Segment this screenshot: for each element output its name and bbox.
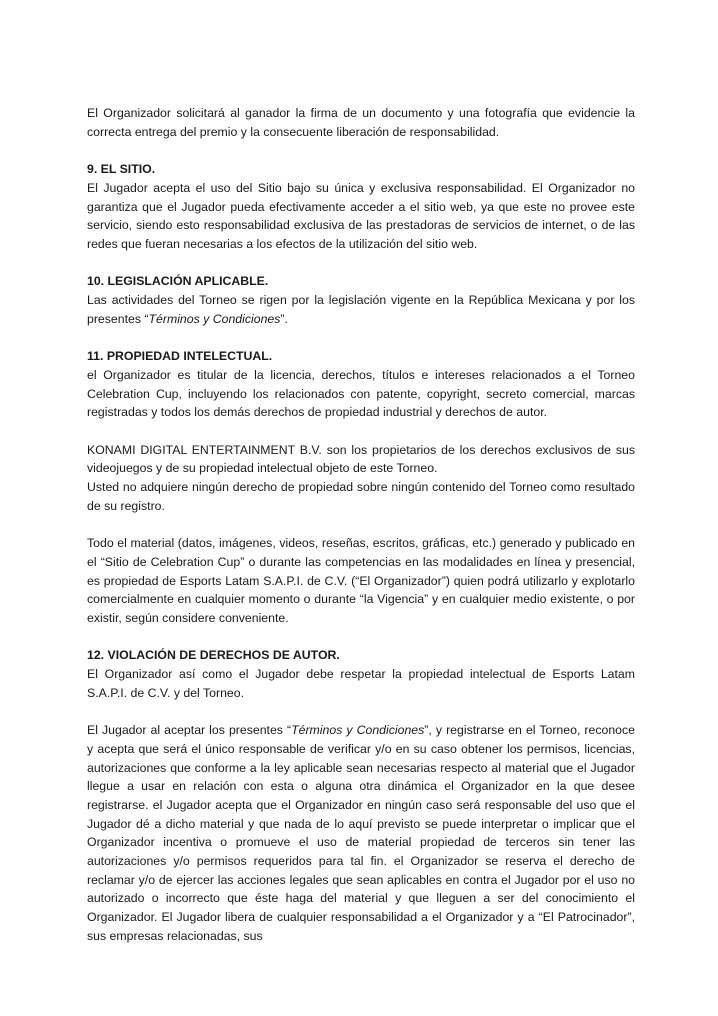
section-12-paragraph-1: El Organizador así como el Jugador debe respetar la propiedad intelectual de Esports Latam S.A.P.I. de C.V. y del Torneo. xyxy=(87,667,635,700)
section-12-text-italic: Términos y Condiciones xyxy=(291,723,425,738)
section-12-text-a: El Jugador al aceptar los presentes “ xyxy=(87,723,292,738)
section-12-text-c: ”, y registrarse en el Torneo, reconoce y acepta que será el único responsable de verificar y/o en su caso obtener los permisos, licencias, autorizaciones que conforme a la ley aplicable sean necesarias respecto al material que el Jugador llegue a usar en relación con esta o alguna otra dinámica el Organizador en la que desee registrarse. el Jugador acepta que el Organizador en ningún caso será responsable del uso que el Jugador dé a dicho material y que nada de lo aquí previsto se puede interpretar o implicar que el Organizador incentiva o promueve el uso de material propiedad de terceros sin tener las autorizaciones y/o permisos requeridos para tal fin. el Organizador se reserva el derecho de reclamar y/o de ejercer las acciones legales que sean aplicables en contra el Jugador por el uso no autorizado o incorrecto que éste haga del material y que lleguen a ser del conocimiento el Organizador. El Jugador libera de cualquier responsabilidad a el Organizador y a “El Patrocinador”, sus empresas relacionadas, sus xyxy=(87,723,636,943)
section-10-text-a: Las actividades del Torneo se rigen por la legislación vigente en la República Mexicana y por los presentes “ xyxy=(87,293,635,326)
section-11-paragraph-2: KONAMI DIGITAL ENTERTAINMENT B.V. son los propietarios de los derechos exclusivos de sus videojuegos y de su propiedad intelectual objeto de este Torneo. xyxy=(87,442,635,476)
intro-paragraph: El Organizador solicitará al ganador la firma de un documento y una fotografía que evidencie la correcta entrega del premio y la consecuente liberación de responsabilidad. xyxy=(87,106,635,139)
section-9-heading: 9. EL SITIO. xyxy=(87,162,156,177)
section-10-text-c: ”. xyxy=(280,311,288,326)
section-10-heading: 10. LEGISLACIÓN APLICABLE. xyxy=(87,274,269,289)
section-11-paragraph-3: Usted no adquiere ningún derecho de propiedad sobre ningún contenido del Torneo como resultado de su registro. xyxy=(87,480,635,513)
section-11-heading: 11. PROPIEDAD INTELECTUAL. xyxy=(87,349,273,364)
section-12-paragraph-2 xyxy=(87,721,635,945)
section-11-paragraph-1: el Organizador es titular de la licencia, derechos, títulos e intereses relacionados a el Torneo Celebration Cup, incluyendo los relacionados con patente, copyright, secreto comercial, marcas registradas y todos los demás derechos de propiedad industrial y derechos de autor. xyxy=(87,367,635,420)
section-9-paragraph: El Jugador acepta el uso del Sitio bajo su única y exclusiva responsabilidad. El Organizador no garantiza que el Jugador pueda efectivamente acceder a el sitio web, ya que este no provee este servicio, siendo esto responsabilidad exclusiva de las prestadoras de servicios de internet, o de las redes que fueran necesarias a los efectos de la utilización del sitio web. xyxy=(87,180,635,251)
section-10-paragraph xyxy=(87,291,635,328)
section-11-paragraph-4: Todo el material (datos, imágenes, videos, reseñas, escritos, gráficas, etc.) generado y publicado en el “Sitio de Celebration Cup” o durante las competencias en las modalidades en línea y presencial, es propiedad de Esports Latam S.A.P.I. de C.V. (“El Organizador”) quien podrá utilizarlo y explotarlo comercialmente en cualquier momento o durante “la Vigencia” y en cualquier medio existente, o por existir, según considere conveniente. xyxy=(87,536,635,625)
document-body xyxy=(87,104,635,946)
section-10-text-italic: Términos y Condiciones xyxy=(148,311,281,326)
section-12-heading: 12. VIOLACIÓN DE DERECHOS DE AUTOR. xyxy=(87,648,340,663)
